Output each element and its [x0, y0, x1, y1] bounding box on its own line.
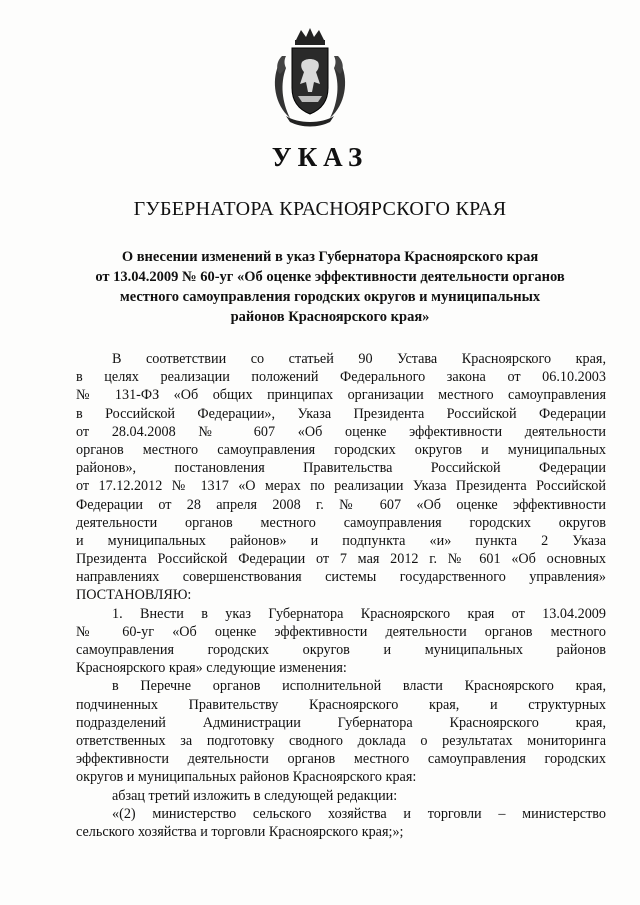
body-line: «(2) министерство сельского хозяйства и торговли – министерство — [112, 805, 606, 822]
body-line: Красноярского края» следующие изменения: — [76, 660, 347, 677]
body-line: деятельности органов местного самоуправления городских округов — [76, 514, 606, 531]
subject-line: О внесении изменений в указ Губернатора Красноярского края — [121, 249, 539, 265]
body-line: № 60-уг «Об оценке эффективности деятельности органов местного — [76, 623, 606, 640]
issuer-title: ГУБЕРНАТОРА КРАСНОЯРСКОГО КРАЯ — [133, 198, 507, 220]
body-line: направлениях совершенствования системы государственного управления» — [76, 569, 606, 586]
body-line: эффективности деятельности органов местного самоуправления городских — [76, 751, 606, 768]
body-line: в Российской Федерации», Указа Президента Российской Федерации — [76, 405, 606, 422]
document-subject — [80, 247, 580, 327]
body-line: районов», постановления Правительства Российской Федерации — [76, 460, 606, 477]
body-line: округов и муниципальных районов Красноярского края: — [76, 769, 417, 786]
subject-line: от 13.04.2009 № 60-уг «Об оценке эффективности деятельности органов — [95, 269, 565, 285]
body-line: от 17.12.2012 № 1317 «О мерах по реализации Указа Президента Российской — [76, 478, 606, 495]
body-line: самоуправления городских округов и муниципальных районов — [76, 642, 606, 658]
document-title: УКАЗ — [271, 142, 369, 172]
body-line: подразделений Администрации Губернатора Красноярского края, — [76, 714, 606, 731]
body-line: ответственных за подготовку сводного доклада о результатах мониторинга — [76, 732, 606, 749]
body-line: 1. Внести в указ Губернатора Красноярского края от 13.04.2009 — [112, 605, 606, 622]
body-line: № 131-ФЗ «Об общих принципах организации местного самоуправления — [76, 387, 606, 404]
body-line: подчиненных Правительству Красноярского края, и структурных — [76, 696, 606, 713]
body-line: В соответствии со статьей 90 Устава Красноярского края, — [112, 351, 606, 367]
body-line: в целях реализации положений Федерального закона от 06.10.2003 — [76, 369, 606, 386]
subject-line: местного самоуправления городских округов и муниципальных — [119, 289, 541, 305]
body-line: органов местного самоуправления городских округов и муниципальных — [76, 441, 606, 458]
body-line: абзац третий изложить в следующей редакции: — [112, 787, 398, 804]
body-line: Федерации от 28 апреля 2008 г. № 607 «Об оценке эффективности — [76, 496, 606, 513]
subject-line: районов Красноярского края» — [230, 309, 430, 325]
body-line: Президента Российской Федерации от 7 мая 2012 г. № 601 «Об основных — [76, 551, 606, 568]
coat-of-arms-icon — [268, 26, 352, 128]
body-line: от 28.04.2008 № 607 «Об оценке эффективности деятельности — [76, 423, 606, 440]
body-line: в Перечне органов исполнительной власти Красноярского края, — [112, 678, 606, 695]
body-line: ПОСТАНОВЛЯЮ: — [76, 587, 192, 604]
document-body — [76, 350, 606, 841]
body-line: сельского хозяйства и торговли Красноярского края;»; — [76, 823, 404, 840]
body-line: и муниципальных районов» и подпункта «и» пункта 2 Указа — [76, 532, 606, 549]
